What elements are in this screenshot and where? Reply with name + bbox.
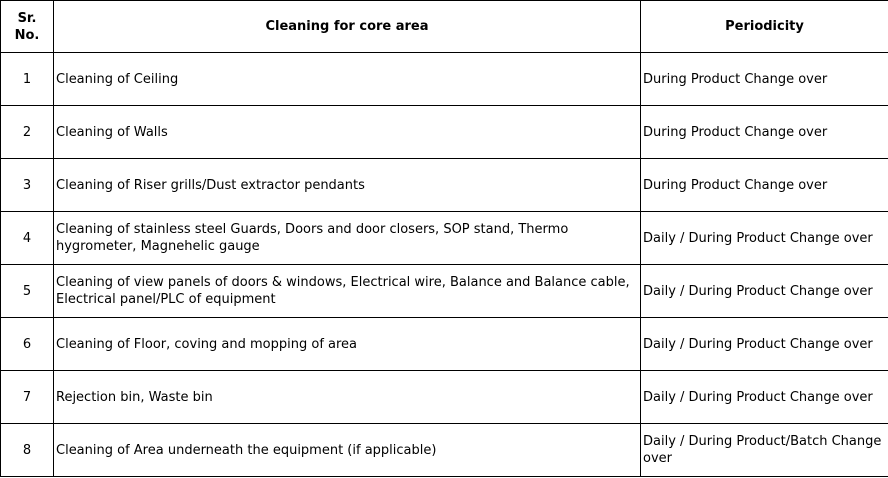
cleaning-description: Cleaning of Walls [54,106,641,159]
sr-number: 6 [1,318,54,371]
periodicity: Daily / During Product Change over [641,212,888,265]
sr-number: 1 [1,53,54,106]
header-sr-no: Sr. No. [1,1,54,53]
periodicity: Daily / During Product Change over [641,371,888,424]
sr-number: 5 [1,265,54,318]
table-row [1,424,888,477]
periodicity: During Product Change over [641,53,888,106]
cleaning-description: Cleaning of view panels of doors & windows, Electrical wire, Balance and Balance cable, Electrical panel/PLC of equipment [54,265,641,318]
table-row [1,371,888,424]
periodicity: Daily / During Product Change over [641,265,888,318]
table-row [1,53,888,106]
table-row [1,318,888,371]
header-cleaning: Cleaning for core area [54,1,641,53]
periodicity: Daily / During Product/Batch Change over [641,424,888,477]
table-row [1,212,888,265]
sr-number: 2 [1,106,54,159]
sr-number: 3 [1,159,54,212]
header-row [1,1,888,53]
periodicity: During Product Change over [641,106,888,159]
cleaning-description: Cleaning of stainless steel Guards, Doors and door closers, SOP stand, Thermo hygrometer, Magnehelic gauge [54,212,641,265]
header-periodicity: Periodicity [641,1,888,53]
sr-number: 8 [1,424,54,477]
table-row [1,159,888,212]
table-row [1,265,888,318]
sr-number: 4 [1,212,54,265]
cleaning-description: Rejection bin, Waste bin [54,371,641,424]
periodicity: Daily / During Product Change over [641,318,888,371]
sr-number: 7 [1,371,54,424]
cleaning-description: Cleaning of Riser grills/Dust extractor pendants [54,159,641,212]
periodicity: During Product Change over [641,159,888,212]
cleaning-description: Cleaning of Floor, coving and mopping of area [54,318,641,371]
table-row [1,106,888,159]
cleaning-description: Cleaning of Area underneath the equipment (if applicable) [54,424,641,477]
cleaning-description: Cleaning of Ceiling [54,53,641,106]
